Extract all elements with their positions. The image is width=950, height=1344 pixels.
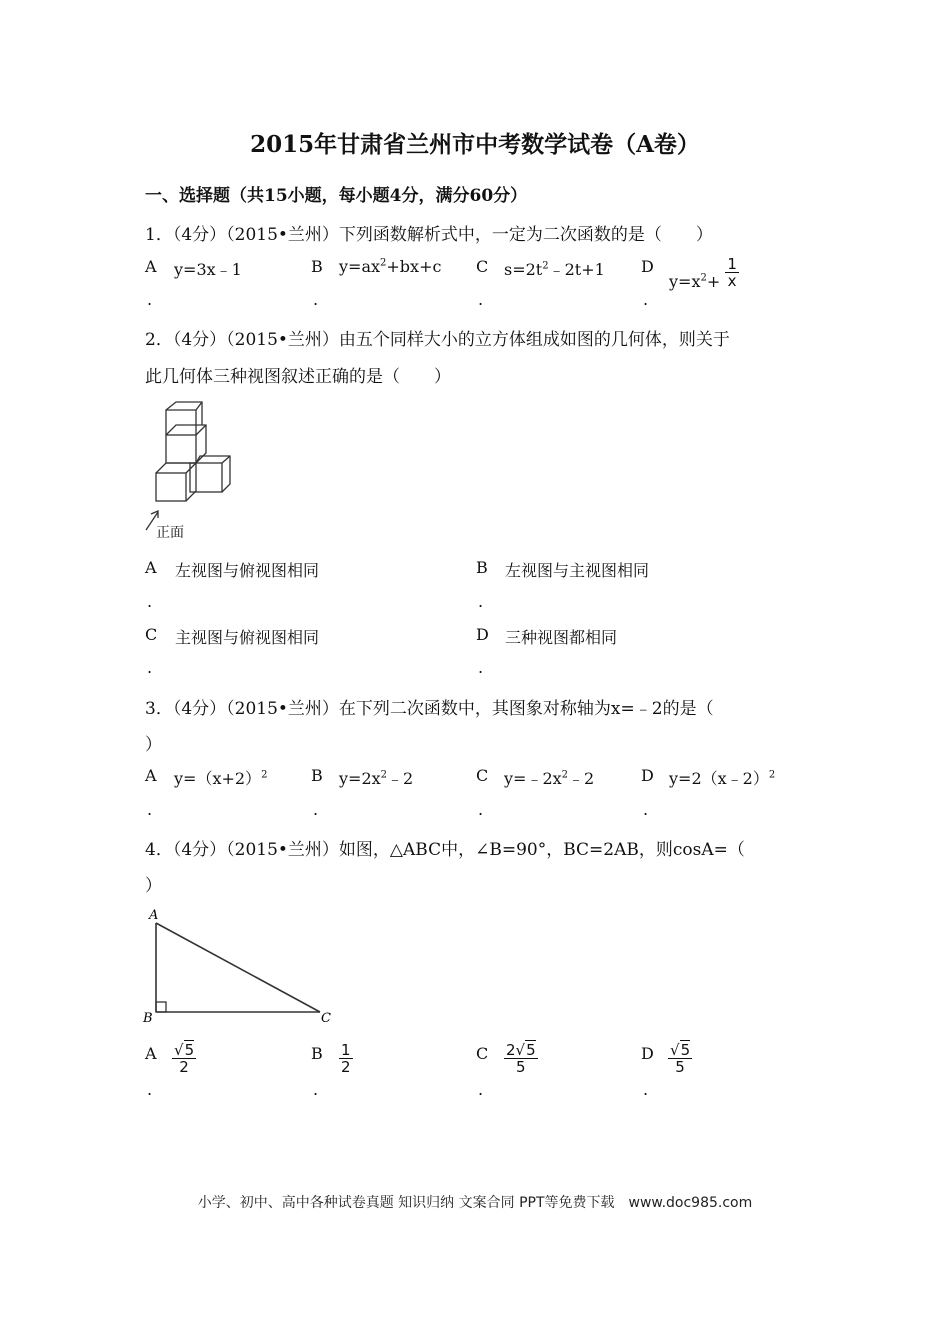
exponent: 2 [768, 769, 776, 781]
option-dot: . [313, 1080, 319, 1099]
option-letter: A [145, 766, 157, 785]
question-1-stem: 1．（4分）（2015•兰州）下列函数解析式中，一定为二次函数的是（ ） [145, 225, 713, 245]
option-letter: B [311, 257, 323, 276]
option-c-text [504, 766, 594, 789]
coefficient: 2 [506, 1041, 516, 1059]
fraction [339, 1042, 353, 1075]
fraction [504, 1042, 538, 1075]
option-d-text: 三种视图都相同 [505, 628, 618, 647]
question-3-stem-line-1: 3．（4分）（2015•兰州）在下列二次函数中，其图象对称轴为x=﹣2的是（ [145, 699, 714, 719]
figure-label: 正面 [156, 525, 184, 541]
option-b-text [339, 257, 441, 276]
question-2-stem-line-2: 此几何体三种视图叙述正确的是（ ） [145, 367, 451, 387]
option-letter: C [476, 257, 489, 276]
option-dot: . [313, 800, 319, 819]
option-letter: C [145, 625, 158, 644]
numerator: 1 [341, 1041, 351, 1059]
option-letter: A [145, 257, 157, 276]
option-d-text [669, 766, 775, 789]
expr-part: y=x [669, 272, 701, 291]
option-b-fraction [339, 1042, 353, 1075]
footer-text: 小学、初中、高中各种试卷真题 知识归纳 文案合同 PPT等免费下载 www.doc985.com [197, 1195, 753, 1211]
option-dot: . [147, 592, 153, 611]
option-b-text [339, 766, 413, 789]
exponent: 2 [542, 260, 549, 272]
option-d-fraction [668, 1042, 692, 1075]
option-dot: . [147, 800, 153, 819]
exponent: 2 [700, 272, 707, 284]
option-dot: . [147, 290, 153, 309]
question-4-stem-line-2: ） [145, 876, 162, 896]
option-dot: . [147, 1080, 153, 1099]
denominator: 2 [341, 1058, 351, 1076]
option-a-text: y=3x﹣1 [174, 260, 242, 279]
option-letter: B [476, 558, 488, 577]
page-title: 2015年甘肃省兰州市中考数学试卷（A卷） [250, 131, 700, 158]
question-3-stem-line-2: ） [145, 735, 162, 755]
option-letter: C [476, 1044, 489, 1063]
section-heading: 一、选择题（共15小题，每小题4分，满分60分） [145, 186, 528, 206]
vertex-label-c: C [321, 1011, 331, 1026]
radicand: 5 [680, 1041, 691, 1059]
option-dot: . [313, 290, 319, 309]
option-letter: C [476, 766, 489, 785]
fraction [725, 256, 739, 289]
radicand: 5 [526, 1041, 536, 1059]
numerator: √5 [670, 1041, 691, 1059]
denominator: 5 [675, 1058, 685, 1076]
cube-solid-figure [140, 400, 240, 540]
option-letter: D [476, 625, 489, 644]
expr-part: y=（x+2） [174, 769, 262, 788]
option-dot: . [478, 290, 484, 309]
option-a-text [174, 766, 267, 789]
option-dot: . [643, 800, 649, 819]
question-2-stem-line-1: 2．（4分）（2015•兰州）由五个同样大小的立方体组成如图的几何体，则关于 [145, 330, 730, 350]
option-dot: . [478, 1080, 484, 1099]
option-c-text [504, 257, 605, 280]
fraction [668, 1042, 692, 1075]
expr-part: s=2t [504, 260, 543, 279]
numerator: √5 [174, 1041, 195, 1059]
denominator: x [727, 272, 737, 290]
expr-part: y=﹣2x [504, 769, 562, 788]
expr-part: +bx+c [386, 257, 442, 276]
numerator: 1 [727, 255, 737, 273]
denominator: 2 [179, 1058, 189, 1076]
expr-part: y=2（x﹣2） [669, 769, 769, 788]
option-letter: D [641, 257, 654, 276]
option-dot: . [478, 592, 484, 611]
question-4-stem-line-1: 4．（4分）（2015•兰州）如图，△ABC中，∠B=90°，BC=2AB，则cosA=（ [145, 840, 745, 860]
triangle-figure [140, 905, 350, 1030]
option-letter: A [145, 558, 157, 577]
expr-part: ﹣2 [568, 769, 595, 788]
expr-part: ﹣2 [387, 769, 414, 788]
option-a-fraction [172, 1042, 196, 1075]
option-letter: B [311, 1044, 323, 1063]
fraction [172, 1042, 196, 1075]
option-letter: D [641, 766, 654, 785]
exponent: 2 [561, 769, 569, 781]
expr-part: y=ax [339, 257, 381, 276]
option-letter: A [145, 1044, 157, 1063]
exponent: 2 [261, 769, 268, 781]
exponent: 2 [380, 769, 388, 781]
option-dot: . [478, 800, 484, 819]
option-letter: D [641, 1044, 654, 1063]
vertex-label-a: A [149, 908, 159, 923]
expr-part: + [706, 272, 721, 291]
option-letter: B [311, 766, 323, 785]
numerator: 2√5 [506, 1041, 536, 1059]
option-dot: . [147, 658, 153, 677]
option-b-text: 左视图与主视图相同 [505, 561, 650, 580]
option-d-text [669, 256, 739, 289]
option-c-text: 主视图与俯视图相同 [175, 628, 320, 647]
option-dot: . [643, 1080, 649, 1099]
exponent: 2 [380, 257, 387, 269]
radicand: 5 [184, 1041, 195, 1059]
option-dot: . [643, 290, 649, 309]
option-c-fraction [504, 1042, 538, 1075]
expr-part: ﹣2t+1 [548, 260, 605, 279]
expr-part: y=2x [339, 769, 381, 788]
denominator: 5 [516, 1058, 526, 1076]
option-dot: . [478, 658, 484, 677]
option-a-text: 左视图与俯视图相同 [175, 561, 320, 580]
vertex-label-b: B [143, 1011, 153, 1026]
